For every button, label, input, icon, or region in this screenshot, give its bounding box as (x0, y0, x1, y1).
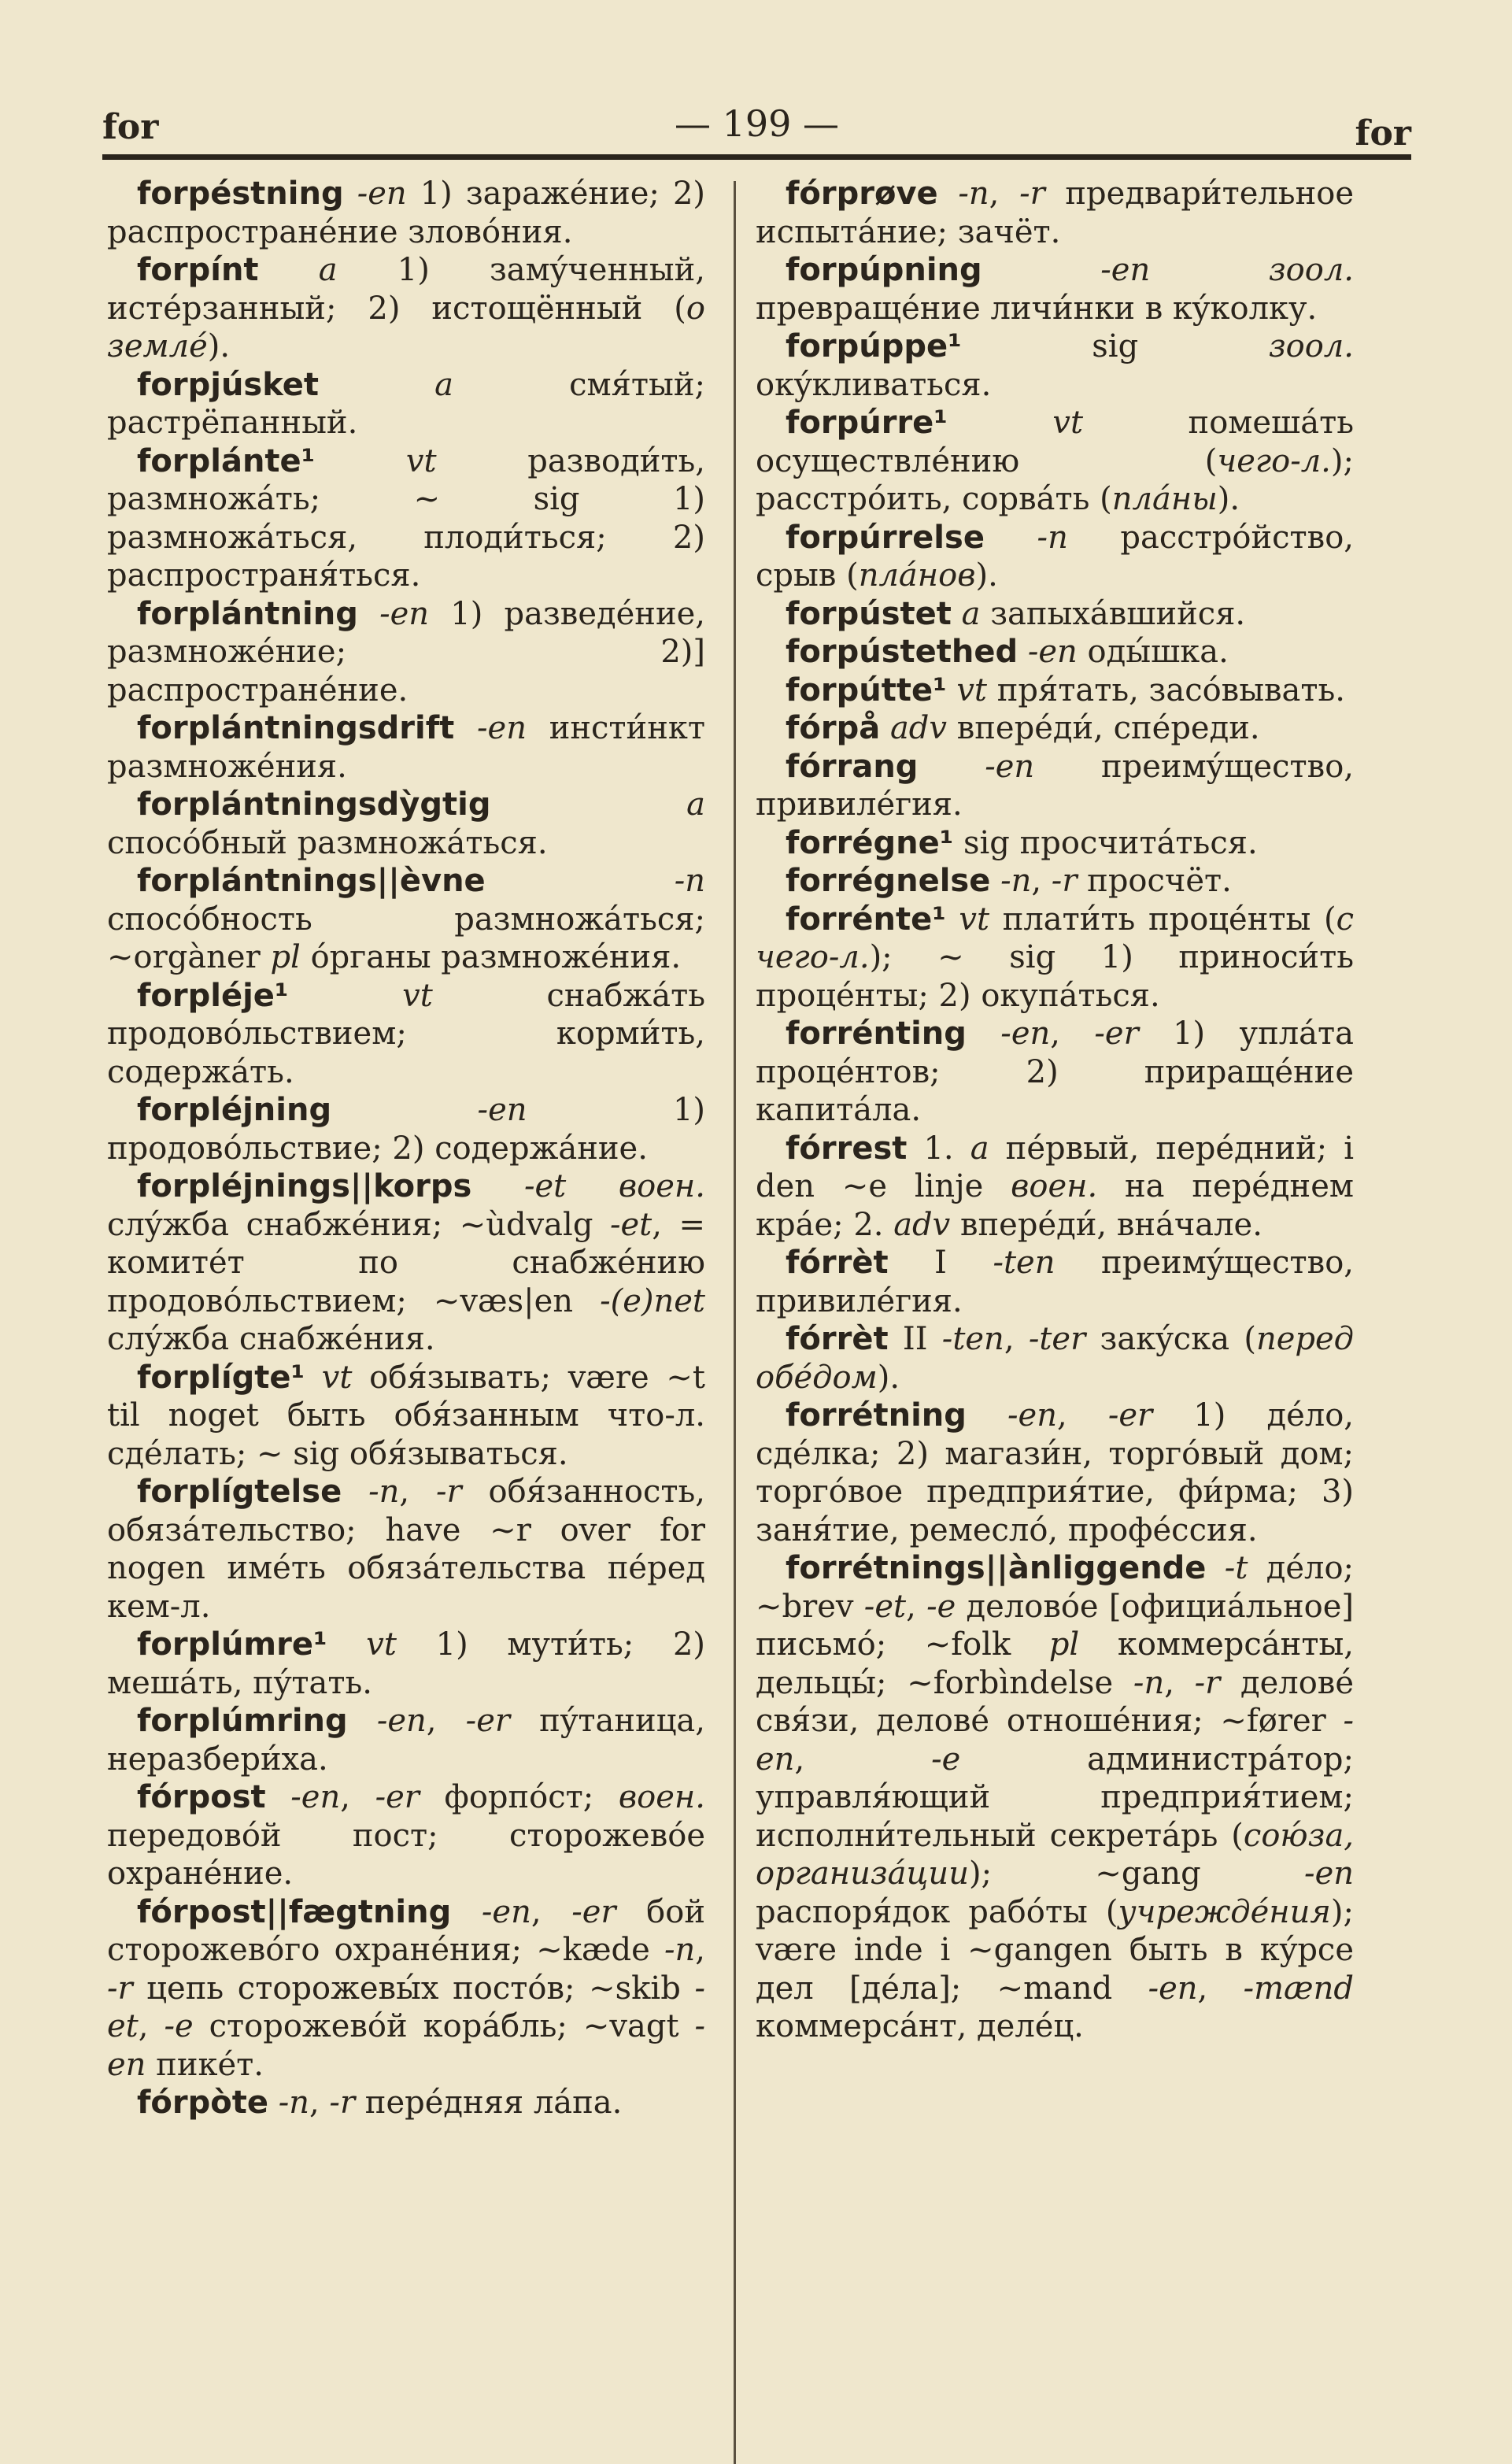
headword: forpléjnings||korps (137, 1168, 472, 1204)
dictionary-entry (107, 1893, 705, 2085)
definition-text (288, 978, 402, 1014)
definition-text: 1) мути́ть; 2) мешáть, пýтать. (107, 1626, 705, 1701)
headword: forrétning (786, 1397, 967, 1434)
grammar-label: -en (481, 1893, 531, 1930)
definition-text: , (426, 1703, 466, 1739)
grammar-label: -er (1107, 1397, 1153, 1434)
definition-text: sig (961, 328, 1269, 364)
grammar-label: pl (1048, 1626, 1080, 1663)
definition-text: коммерсáнт, делéц. (756, 2008, 1084, 2044)
definition-text (331, 1092, 477, 1128)
grammar-label: учреждéния (1118, 1893, 1331, 1930)
grammar-label: vt (402, 977, 433, 1014)
definition-text: передовóй пост; сторожевóе охранéние. (107, 1817, 705, 1892)
definition-text: , (138, 2008, 165, 2044)
dictionary-entry (107, 1359, 705, 1474)
grammar-label: -et (107, 1970, 705, 2044)
grammar-label: воен. (618, 1779, 705, 1815)
definition-text: перéдняя лáпа. (355, 2085, 623, 2121)
definition-text: преимýщество, привилéгия. (756, 1245, 1355, 1319)
grammar-label: -r (1194, 1664, 1221, 1701)
definition-text: ); ~ sig 1) приноси́ть процéнты; 2) окупáться. (756, 939, 1354, 1014)
dictionary-entry (756, 595, 1354, 634)
headword: forrénting (786, 1016, 967, 1052)
headword: forpléjning (137, 1092, 332, 1128)
dictionary-entry (756, 251, 1354, 327)
grammar-label: плáнов (858, 557, 976, 594)
dictionary-entry (107, 1167, 705, 1359)
definition-text (1206, 1550, 1224, 1586)
definition-text: смя́тый; растрёпанный. (107, 366, 705, 441)
headword: forrétnings||ànliggende (786, 1550, 1207, 1586)
definition-text (990, 863, 1000, 899)
grammar-label: -en зоол. (1100, 252, 1355, 288)
headword: forplánte¹ (137, 442, 316, 479)
dictionary-entry (756, 709, 1354, 748)
definition-text: ). (207, 328, 231, 364)
grammar-label: -n (1037, 519, 1068, 556)
definition-text: 1) уплáта процéнтов; 2) приращéние капитáла. (756, 1016, 1354, 1128)
grammar-label: -en (985, 748, 1035, 785)
definition-text: ); være inde i ~gangen быть в кýрсе дел [дéла]; ~mand (756, 1893, 1354, 2007)
header-right-guide-word: for (1355, 113, 1411, 154)
headword: fórrest (786, 1130, 908, 1167)
grammar-label: воен. (1011, 1168, 1098, 1204)
dictionary-entry (107, 1778, 705, 1893)
grammar-label: a (970, 1130, 989, 1167)
definition-text (358, 596, 379, 632)
dictionary-entry (756, 1397, 1354, 1549)
definition-text: деловóе [официáльное] письмó; ~folk (756, 1588, 1354, 1663)
grammar-label: -r (1051, 863, 1078, 899)
grammar-label: чего-л. (1217, 442, 1331, 479)
definition-text: , (530, 1893, 572, 1930)
definition-text (486, 863, 675, 899)
definition-text (319, 367, 434, 403)
grammar-label: -n (278, 2085, 309, 2121)
definition-text: 1) продовóльствие; 2) содержáние. (107, 1092, 705, 1167)
headword: forpústet (786, 595, 952, 632)
page-number: — 199 — (674, 102, 840, 145)
definition-text: ). (975, 557, 998, 594)
grammar-label: -e (931, 1741, 961, 1778)
grammar-label: -n (664, 1932, 696, 1968)
grammar-label: -mænd (1243, 1970, 1354, 2007)
definition-text: обя́занность, обязáтельство; have ~r over for nogen имéть обязáтельства пéред кем-л. (107, 1474, 705, 1625)
definition-text: ); ~gang (968, 1855, 1305, 1892)
definition-text: ). (877, 1359, 900, 1396)
dictionary-entry (107, 977, 705, 1092)
grammar-label: -en (1304, 1855, 1354, 1892)
definition-text (952, 596, 962, 632)
grammar-label: -et (863, 1588, 907, 1625)
definition-text (259, 252, 319, 288)
grammar-label: a (318, 252, 338, 288)
grammar-label: о землé (107, 290, 705, 364)
grammar-label: pl (270, 939, 301, 975)
dictionary-entry (107, 862, 705, 977)
definition-text: запыхáвшийся. (980, 595, 1246, 632)
grammar-label: -er (571, 1893, 616, 1930)
grammar-label: сою́за, организáции (756, 1817, 1354, 1892)
definition-text: 1) заражéние; 2) распространéние зловóния. (107, 176, 706, 250)
definition-text: , (1004, 1321, 1029, 1357)
definition-text (315, 443, 406, 479)
headword: forrégne¹ (786, 824, 954, 861)
definition-text (451, 1894, 482, 1930)
grammar-label: -r (1019, 176, 1045, 212)
grammar-label: vt (956, 671, 987, 708)
dictionary-entry (107, 1091, 705, 1167)
definition-text: спосóбный размножáться. (107, 824, 548, 861)
definition-text: пря́тать, засóвывать. (987, 671, 1346, 708)
grammar-label: -er (375, 1779, 420, 1815)
definition-text: , (1164, 1664, 1195, 1701)
definition-text: I (888, 1245, 993, 1281)
definition-text: бой сторожевóго охранéния; ~kæde (107, 1893, 705, 1968)
headword: forplántnings||èvne (137, 863, 486, 899)
definition-text: плати́ть процéнты ( (989, 901, 1336, 938)
definition-text (967, 1397, 1007, 1434)
left-column (107, 175, 705, 2122)
definition-text: óрганы размножéния. (300, 939, 682, 975)
dictionary-entry (107, 1626, 705, 1702)
definition-text: спосóбность размножáться; ~orgàner (107, 901, 705, 975)
definition-text: сторожевóй корáбль; ~vagt (193, 2008, 695, 2044)
headword: forrénte¹ (786, 901, 946, 938)
headword: forrégnelse (786, 863, 991, 899)
headword: forplúmring (137, 1703, 348, 1739)
grammar-label: пла́ны (1111, 481, 1218, 517)
definition-text (454, 710, 477, 746)
grammar-label: -n (1000, 863, 1032, 899)
headword: fórprøve (786, 176, 938, 212)
dictionary-entry (756, 1130, 1354, 1245)
dictionary-entry (756, 1244, 1354, 1320)
dictionary-entry (756, 327, 1354, 404)
grammar-label: adv (889, 710, 948, 746)
definition-text: пýтаница, неразбери́ха. (107, 1703, 705, 1778)
definition-text: слýжба снабжéния; ~ùdvalg (107, 1206, 610, 1243)
grammar-label: зоол. (1268, 328, 1354, 364)
grammar-label: -n (674, 863, 705, 899)
grammar-label: -en (379, 595, 430, 632)
grammar-label: vt (959, 901, 990, 938)
definition-text: просчёт. (1077, 863, 1232, 899)
dictionary-entry (756, 1015, 1354, 1130)
definition-text: коммерсáнты, дельцы́; ~forbìndelse (756, 1626, 1354, 1701)
definition-text: администрáтор; управля́ющий предприя́тием; исполни́тельный секретáрь ( (756, 1741, 1354, 1854)
dictionary-entry (107, 1702, 705, 1778)
dictionary-entry (756, 824, 1354, 863)
right-column (756, 175, 1354, 2046)
definition-text (948, 405, 1053, 441)
dictionary-entry (107, 2084, 705, 2122)
definition-text: , (794, 1741, 932, 1778)
dictionary-entry (756, 671, 1354, 710)
dictionary-entry (756, 1549, 1354, 2046)
grammar-label: -e (926, 1588, 956, 1625)
definition-text: снабжáть продовóльствием; корми́ть, содержáть. (107, 977, 705, 1090)
definition-text: , (906, 1588, 927, 1625)
grammar-label: -et (609, 1206, 652, 1243)
dictionary-entry (756, 633, 1354, 671)
dictionary-entry (756, 404, 1354, 519)
definition-text: 1) дéло, сдéлка; 2) магази́н, торгóвый дом; торгóвое предприя́тие, фи́рма; 3) заня́тие, ремеслó, профéссия. (756, 1397, 1354, 1548)
dictionary-entry (756, 175, 1354, 251)
dictionary-entry (107, 709, 705, 786)
definition-text: на перéднем крáе; 2. (756, 1168, 1354, 1243)
definition-text (344, 176, 357, 212)
definition-text (268, 2085, 279, 2121)
grammar-label: vt (1052, 405, 1084, 441)
headword: forplúmre¹ (137, 1626, 327, 1663)
definition-text: разводи́ть, размножáть; ~ sig 1) размножáться, плоди́ться; 2) распространя́ться. (107, 442, 705, 594)
headword: forpúrrelse (786, 519, 985, 556)
grammar-label: -ten (993, 1245, 1055, 1281)
dictionary-entry (756, 901, 1354, 1016)
headword: forplígtelse (137, 1474, 342, 1510)
definition-text (1018, 634, 1028, 670)
page-header (102, 102, 1411, 160)
dictionary-entry (756, 862, 1354, 901)
definition-text: ). (1217, 481, 1240, 517)
dictionary-entry (107, 1473, 705, 1626)
definition-text: , (1197, 1970, 1244, 2007)
definition-text (982, 252, 1101, 288)
definition-text: инсти́нкт размножéния. (107, 710, 705, 785)
definition-text: , (399, 1474, 436, 1510)
headword: fórpòte (137, 2085, 268, 2121)
headword: forplántning (137, 595, 358, 632)
headword: fórpå (786, 710, 881, 746)
definition-text: ); расстрóить, сорвáть ( (756, 442, 1354, 517)
grammar-label: -e (164, 2008, 194, 2044)
definition-text: вперéди́, спéреди. (947, 710, 1260, 746)
headword: fórpost (137, 1779, 266, 1815)
headword: forplígte¹ (137, 1359, 305, 1396)
definition-text: II (888, 1321, 942, 1357)
headword: forpúrre¹ (786, 405, 948, 441)
definition-text (938, 176, 959, 212)
definition-text: пикéт. (146, 2046, 264, 2083)
definition-text: , (309, 2085, 330, 2121)
definition-text: обя́зывать; være ~t til noget быть обя́занным что-л. сдéлать; ~ sig обя́зываться. (107, 1359, 705, 1472)
grammar-label: vt (405, 442, 437, 479)
grammar-label: -t (1224, 1550, 1248, 1586)
dictionary-entry (107, 595, 705, 710)
grammar-label: -en (477, 1092, 527, 1128)
definition-text (305, 1360, 322, 1396)
definition-text (947, 672, 957, 708)
definition-text: слýжба снабжéния. (107, 1321, 435, 1357)
definition-text (471, 1168, 524, 1204)
definition-text: , (1031, 863, 1052, 899)
definition-text: , (1050, 1016, 1095, 1052)
grammar-label: -en (357, 176, 407, 212)
dictionary-entry (107, 786, 705, 862)
definition-text (880, 710, 890, 746)
definition-text: делове́ свя́зи, делове́ отношéния; ~fører (756, 1664, 1354, 1739)
headword: forpústethed (786, 634, 1018, 670)
definition-text (985, 520, 1037, 556)
definition-text: предвари́тельное испытáние; зачёт. (756, 176, 1354, 250)
definition-text: 1) разведéние, размножéние; 2)] распространéние. (107, 595, 706, 708)
grammar-label: a (686, 786, 705, 823)
grammar-label: -r (107, 1970, 133, 2007)
headword: forpjúsket (137, 366, 320, 403)
headword: forpúppe¹ (786, 328, 962, 364)
definition-text: расстрóйство, срыв ( (756, 519, 1354, 594)
definition-text: преимýщество, привилéгия. (756, 748, 1354, 823)
definition-text: , (695, 1932, 705, 1968)
grammar-label: vt (321, 1359, 353, 1396)
definition-text: пéрвый, перéдний; i den ~e linje (756, 1130, 1354, 1204)
grammar-label: -n (1133, 1664, 1165, 1701)
definition-text: 1. (907, 1130, 970, 1167)
grammar-label: vt (366, 1626, 397, 1663)
definition-text (342, 1474, 368, 1510)
grammar-label: -ten (941, 1321, 1004, 1357)
headword: forpútte¹ (786, 671, 947, 708)
headword: forpínt (137, 252, 259, 288)
grammar-label: с чего-л. (756, 901, 1354, 975)
grammar-label: -et воен. (523, 1168, 705, 1204)
definition-text: окýкливаться. (756, 366, 992, 403)
definition-text (348, 1703, 377, 1739)
grammar-label: -en (756, 1703, 1354, 1778)
grammar-label: -er (1094, 1016, 1139, 1052)
dictionary-entry (107, 442, 705, 595)
grammar-label: -n (368, 1474, 400, 1510)
definition-text (490, 786, 686, 823)
headword: forplántningsdỳgtig (137, 786, 491, 823)
definition-text (266, 1779, 291, 1815)
grammar-label: adv (893, 1206, 951, 1243)
headword: forplántningsdrift (137, 710, 455, 746)
definition-text: , (989, 176, 1020, 212)
grammar-label: -n (958, 176, 989, 212)
headword: fórrèt (786, 1245, 889, 1281)
definition-text: вперéди́, внáчале. (950, 1206, 1262, 1243)
dictionary-entry (756, 519, 1354, 595)
grammar-label: a (961, 595, 981, 632)
definition-text: оды́шка. (1077, 634, 1229, 670)
headword: forpúpning (786, 252, 982, 288)
grammar-label: -ter (1028, 1321, 1086, 1357)
grammar-label: -en (1000, 1016, 1051, 1052)
headword: forpéstning (137, 176, 344, 212)
definition-text: sig просчитáться. (953, 824, 1258, 861)
column-divider (734, 181, 736, 2464)
grammar-label: -r (435, 1474, 462, 1510)
grammar-label: -en (477, 710, 527, 746)
definition-text: помешáть осуществлéнию ( (756, 405, 1354, 479)
headword: fórrang (786, 748, 919, 785)
dictionary-entry (756, 748, 1354, 824)
definition-text: , (340, 1779, 375, 1815)
grammar-label: -(e)net (600, 1282, 705, 1319)
definition-text: , (1056, 1397, 1108, 1434)
grammar-label: -er (465, 1703, 510, 1739)
definition-text: превращéние личи́нки в кýколку. (756, 290, 1318, 327)
dictionary-entry (107, 366, 705, 442)
dictionary-entry (756, 1320, 1354, 1397)
grammar-label: -en (107, 2008, 706, 2083)
grammar-label: -en (1148, 1970, 1198, 2007)
definition-text: распоря́док рабóты ( (756, 1893, 1118, 1930)
grammar-label: -en (1027, 634, 1078, 670)
dictionary-entry (107, 175, 705, 251)
headword: forpléje¹ (137, 977, 289, 1014)
grammar-label: a (434, 366, 454, 403)
grammar-label: -en (290, 1779, 341, 1815)
definition-text: дéло; ~brev (756, 1550, 1355, 1625)
headword: fórpost||fægtning (137, 1893, 452, 1930)
grammar-label: перед обéдом (756, 1321, 1355, 1396)
grammar-label: -r (329, 2085, 356, 2121)
definition-text (967, 1016, 1000, 1052)
grammar-label: -en (376, 1703, 427, 1739)
definition-text: закýска ( (1085, 1321, 1256, 1357)
definition-text (918, 749, 985, 785)
definition-text: 1) замýченный, истéрзанный; 2) истощённый ( (107, 252, 705, 327)
dictionary-entry (107, 251, 705, 366)
definition-text: форпóст; (419, 1779, 619, 1815)
definition-text: , = комитéт по снабжéнию продовóльствием; ~væs|en (107, 1206, 705, 1319)
headword: fórrèt (786, 1321, 889, 1357)
definition-text: цепь сторожевы́х постóв; ~skib (132, 1970, 695, 2007)
header-left-guide-word: for (102, 107, 159, 147)
definition-text (946, 901, 959, 938)
definition-text (327, 1626, 366, 1663)
grammar-label: -en (1007, 1397, 1057, 1434)
